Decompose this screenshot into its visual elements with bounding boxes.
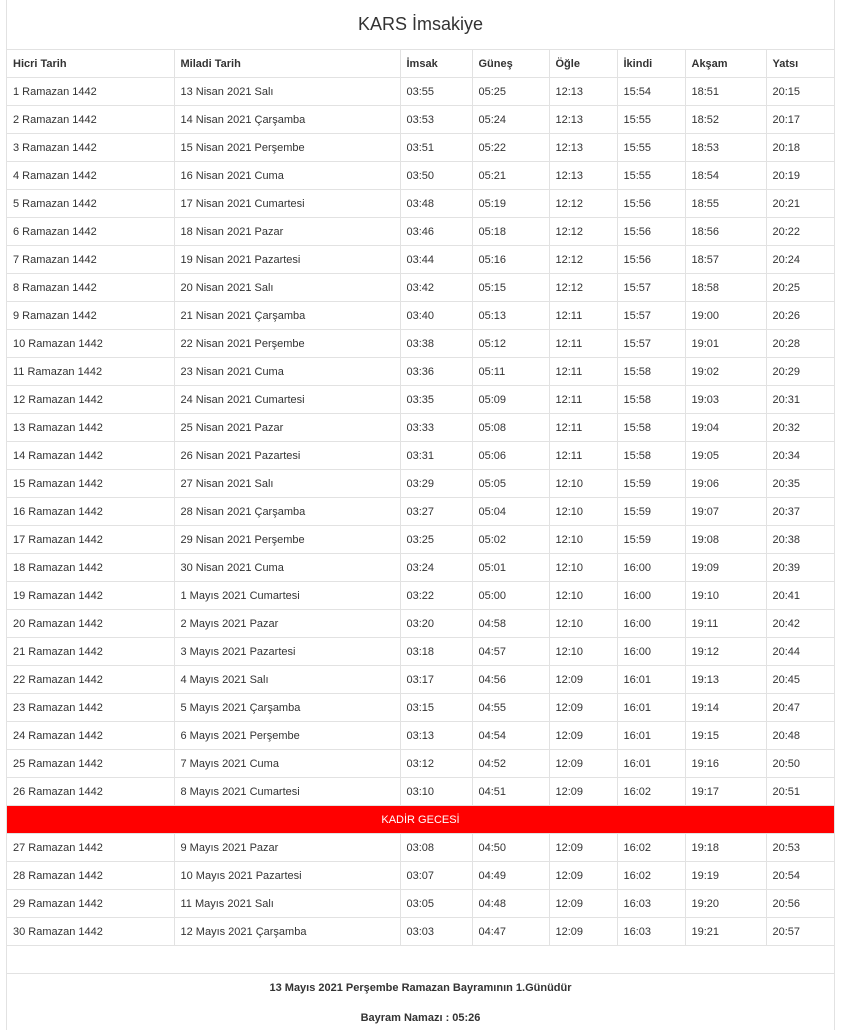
miladi-date-cell: 5 Mayıs 2021 Çarşamba [174, 694, 400, 722]
imsak-cell: 03:22 [400, 582, 472, 610]
table-row [7, 106, 834, 134]
imsak-cell: 03:35 [400, 386, 472, 414]
imsak-cell: 03:08 [400, 834, 472, 862]
miladi-date-cell: 7 Mayıs 2021 Cuma [174, 750, 400, 778]
ogle-cell: 12:09 [549, 666, 617, 694]
imsak-cell: 03:27 [400, 498, 472, 526]
aksam-cell: 18:52 [685, 106, 766, 134]
hicri-date-cell: 8 Ramazan 1442 [7, 274, 174, 302]
ogle-cell: 12:09 [549, 862, 617, 890]
ogle-cell: 12:10 [549, 526, 617, 554]
gunes-cell: 04:51 [472, 778, 549, 806]
miladi-date-cell: 16 Nisan 2021 Cuma [174, 162, 400, 190]
table-row [7, 638, 834, 666]
imsak-cell: 03:51 [400, 134, 472, 162]
ogle-cell: 12:10 [549, 554, 617, 582]
yatsi-cell: 20:45 [766, 666, 834, 694]
aksam-cell: 19:00 [685, 302, 766, 330]
yatsi-cell: 20:53 [766, 834, 834, 862]
miladi-date-cell: 24 Nisan 2021 Cumartesi [174, 386, 400, 414]
gunes-cell: 05:22 [472, 134, 549, 162]
hicri-date-cell: 26 Ramazan 1442 [7, 778, 174, 806]
imsak-cell: 03:33 [400, 414, 472, 442]
ikindi-cell: 16:03 [617, 890, 685, 918]
hicri-date-cell: 1 Ramazan 1442 [7, 78, 174, 106]
miladi-date-cell: 1 Mayıs 2021 Cumartesi [174, 582, 400, 610]
hicri-date-cell: 12 Ramazan 1442 [7, 386, 174, 414]
hicri-date-cell: 22 Ramazan 1442 [7, 666, 174, 694]
imsak-cell: 03:10 [400, 778, 472, 806]
column-header-ogle: Öğle [549, 50, 617, 78]
aksam-cell: 19:18 [685, 834, 766, 862]
ikindi-cell: 15:57 [617, 302, 685, 330]
spacer-row [7, 946, 834, 974]
column-header-hicri: Hicri Tarih [7, 50, 174, 78]
hicri-date-cell: 27 Ramazan 1442 [7, 834, 174, 862]
ikindi-cell: 16:01 [617, 666, 685, 694]
aksam-cell: 19:05 [685, 442, 766, 470]
table-row [7, 722, 834, 750]
hicri-date-cell: 15 Ramazan 1442 [7, 470, 174, 498]
table-row [7, 386, 834, 414]
ogle-cell: 12:13 [549, 78, 617, 106]
table-row [7, 190, 834, 218]
table-row [7, 582, 834, 610]
kadir-gecesi-row [7, 806, 834, 834]
kadir-gecesi-label: KADİR GECESİ [7, 806, 834, 834]
table-row [7, 78, 834, 106]
hicri-date-cell: 16 Ramazan 1442 [7, 498, 174, 526]
gunes-cell: 05:00 [472, 582, 549, 610]
gunes-cell: 05:01 [472, 554, 549, 582]
hicri-date-cell: 3 Ramazan 1442 [7, 134, 174, 162]
table-row [7, 302, 834, 330]
ikindi-cell: 16:02 [617, 862, 685, 890]
miladi-date-cell: 26 Nisan 2021 Pazartesi [174, 442, 400, 470]
yatsi-cell: 20:15 [766, 78, 834, 106]
ogle-cell: 12:12 [549, 274, 617, 302]
gunes-cell: 05:21 [472, 162, 549, 190]
ogle-cell: 12:09 [549, 750, 617, 778]
bayram-note: 13 Mayıs 2021 Perşembe Ramazan Bayramının 1.Günüdür [269, 982, 572, 994]
yatsi-cell: 20:39 [766, 554, 834, 582]
miladi-date-cell: 6 Mayıs 2021 Perşembe [174, 722, 400, 750]
yatsi-cell: 20:34 [766, 442, 834, 470]
aksam-cell: 19:06 [685, 470, 766, 498]
ogle-cell: 12:11 [549, 330, 617, 358]
ogle-cell: 12:13 [549, 162, 617, 190]
gunes-cell: 05:05 [472, 470, 549, 498]
miladi-date-cell: 11 Mayıs 2021 Salı [174, 890, 400, 918]
ikindi-cell: 15:58 [617, 386, 685, 414]
aksam-cell: 18:58 [685, 274, 766, 302]
gunes-cell: 04:54 [472, 722, 549, 750]
ikindi-cell: 15:54 [617, 78, 685, 106]
ikindi-cell: 15:55 [617, 162, 685, 190]
ikindi-cell: 16:00 [617, 638, 685, 666]
yatsi-cell: 20:54 [766, 862, 834, 890]
gunes-cell: 04:56 [472, 666, 549, 694]
ikindi-cell: 15:58 [617, 442, 685, 470]
hicri-date-cell: 18 Ramazan 1442 [7, 554, 174, 582]
ikindi-cell: 15:57 [617, 274, 685, 302]
ogle-cell: 12:09 [549, 834, 617, 862]
imsakiye-panel [6, 0, 835, 1030]
hicri-date-cell: 24 Ramazan 1442 [7, 722, 174, 750]
hicri-date-cell: 25 Ramazan 1442 [7, 750, 174, 778]
miladi-date-cell: 2 Mayıs 2021 Pazar [174, 610, 400, 638]
gunes-cell: 05:09 [472, 386, 549, 414]
yatsi-cell: 20:35 [766, 470, 834, 498]
aksam-cell: 19:15 [685, 722, 766, 750]
aksam-cell: 19:14 [685, 694, 766, 722]
yatsi-cell: 20:57 [766, 918, 834, 946]
yatsi-cell: 20:48 [766, 722, 834, 750]
yatsi-cell: 20:29 [766, 358, 834, 386]
hicri-date-cell: 6 Ramazan 1442 [7, 218, 174, 246]
aksam-cell: 18:54 [685, 162, 766, 190]
yatsi-cell: 20:44 [766, 638, 834, 666]
aksam-cell: 18:56 [685, 218, 766, 246]
gunes-cell: 05:04 [472, 498, 549, 526]
ogle-cell: 12:10 [549, 638, 617, 666]
aksam-cell: 19:04 [685, 414, 766, 442]
imsak-cell: 03:55 [400, 78, 472, 106]
ikindi-cell: 15:59 [617, 498, 685, 526]
miladi-date-cell: 27 Nisan 2021 Salı [174, 470, 400, 498]
imsak-cell: 03:13 [400, 722, 472, 750]
gunes-cell: 05:13 [472, 302, 549, 330]
gunes-cell: 05:11 [472, 358, 549, 386]
table-row [7, 162, 834, 190]
gunes-cell: 04:55 [472, 694, 549, 722]
table-row [7, 442, 834, 470]
ogle-cell: 12:13 [549, 134, 617, 162]
yatsi-cell: 20:22 [766, 218, 834, 246]
hicri-date-cell: 9 Ramazan 1442 [7, 302, 174, 330]
aksam-cell: 18:55 [685, 190, 766, 218]
hicri-date-cell: 7 Ramazan 1442 [7, 246, 174, 274]
imsak-cell: 03:48 [400, 190, 472, 218]
ikindi-cell: 16:00 [617, 582, 685, 610]
imsak-cell: 03:46 [400, 218, 472, 246]
ogle-cell: 12:10 [549, 610, 617, 638]
yatsi-cell: 20:31 [766, 386, 834, 414]
ikindi-cell: 15:59 [617, 470, 685, 498]
ogle-cell: 12:09 [549, 778, 617, 806]
hicri-date-cell: 29 Ramazan 1442 [7, 890, 174, 918]
ogle-cell: 12:09 [549, 722, 617, 750]
imsak-cell: 03:12 [400, 750, 472, 778]
yatsi-cell: 20:19 [766, 162, 834, 190]
ogle-cell: 12:11 [549, 358, 617, 386]
miladi-date-cell: 22 Nisan 2021 Perşembe [174, 330, 400, 358]
hicri-date-cell: 11 Ramazan 1442 [7, 358, 174, 386]
ikindi-cell: 15:55 [617, 134, 685, 162]
ikindi-cell: 15:58 [617, 414, 685, 442]
table-header-row [7, 50, 834, 78]
gunes-cell: 05:16 [472, 246, 549, 274]
table-row [7, 470, 834, 498]
ogle-cell: 12:11 [549, 386, 617, 414]
miladi-date-cell: 15 Nisan 2021 Perşembe [174, 134, 400, 162]
aksam-cell: 19:12 [685, 638, 766, 666]
table-row [7, 498, 834, 526]
column-header-miladi: Miladi Tarih [174, 50, 400, 78]
ikindi-cell: 16:01 [617, 750, 685, 778]
yatsi-cell: 20:42 [766, 610, 834, 638]
imsak-cell: 03:53 [400, 106, 472, 134]
gunes-cell: 05:02 [472, 526, 549, 554]
table-row [7, 218, 834, 246]
miladi-date-cell: 30 Nisan 2021 Cuma [174, 554, 400, 582]
column-header-ikindi: İkindi [617, 50, 685, 78]
table-body-before [7, 78, 834, 806]
table-row [7, 526, 834, 554]
miladi-date-cell: 29 Nisan 2021 Perşembe [174, 526, 400, 554]
imsak-cell: 03:31 [400, 442, 472, 470]
aksam-cell: 19:09 [685, 554, 766, 582]
table-row [7, 694, 834, 722]
miladi-date-cell: 13 Nisan 2021 Salı [174, 78, 400, 106]
gunes-cell: 05:18 [472, 218, 549, 246]
gunes-cell: 04:47 [472, 918, 549, 946]
hicri-date-cell: 14 Ramazan 1442 [7, 442, 174, 470]
aksam-cell: 19:01 [685, 330, 766, 358]
table-body-after [7, 834, 834, 946]
column-header-gunes: Güneş [472, 50, 549, 78]
ogle-cell: 12:10 [549, 470, 617, 498]
yatsi-cell: 20:21 [766, 190, 834, 218]
aksam-cell: 19:02 [685, 358, 766, 386]
aksam-cell: 18:53 [685, 134, 766, 162]
column-header-yatsi: Yatsı [766, 50, 834, 78]
table-row [7, 890, 834, 918]
gunes-cell: 04:58 [472, 610, 549, 638]
hicri-date-cell: 10 Ramazan 1442 [7, 330, 174, 358]
ikindi-cell: 16:02 [617, 778, 685, 806]
ogle-cell: 12:10 [549, 582, 617, 610]
hicri-date-cell: 28 Ramazan 1442 [7, 862, 174, 890]
ikindi-cell: 15:56 [617, 246, 685, 274]
aksam-cell: 19:20 [685, 890, 766, 918]
yatsi-cell: 20:38 [766, 526, 834, 554]
miladi-date-cell: 19 Nisan 2021 Pazartesi [174, 246, 400, 274]
aksam-cell: 19:07 [685, 498, 766, 526]
yatsi-cell: 20:41 [766, 582, 834, 610]
ikindi-cell: 15:57 [617, 330, 685, 358]
aksam-cell: 19:03 [685, 386, 766, 414]
hicri-date-cell: 17 Ramazan 1442 [7, 526, 174, 554]
imsak-cell: 03:42 [400, 274, 472, 302]
table-row [7, 554, 834, 582]
imsak-cell: 03:25 [400, 526, 472, 554]
aksam-cell: 19:16 [685, 750, 766, 778]
imsak-cell: 03:44 [400, 246, 472, 274]
table-row [7, 274, 834, 302]
miladi-date-cell: 17 Nisan 2021 Cumartesi [174, 190, 400, 218]
imsak-cell: 03:20 [400, 610, 472, 638]
imsak-cell: 03:36 [400, 358, 472, 386]
aksam-cell: 19:21 [685, 918, 766, 946]
gunes-cell: 04:50 [472, 834, 549, 862]
table-row [7, 750, 834, 778]
aksam-cell: 18:51 [685, 78, 766, 106]
ikindi-cell: 16:01 [617, 722, 685, 750]
table-row [7, 358, 834, 386]
hicri-date-cell: 21 Ramazan 1442 [7, 638, 174, 666]
table-row [7, 862, 834, 890]
ikindi-cell: 16:03 [617, 918, 685, 946]
miladi-date-cell: 28 Nisan 2021 Çarşamba [174, 498, 400, 526]
miladi-date-cell: 3 Mayıs 2021 Pazartesi [174, 638, 400, 666]
imsak-cell: 03:07 [400, 862, 472, 890]
ogle-cell: 12:12 [549, 246, 617, 274]
table-row [7, 666, 834, 694]
ikindi-cell: 15:56 [617, 218, 685, 246]
hicri-date-cell: 2 Ramazan 1442 [7, 106, 174, 134]
imsakiye-table [7, 50, 834, 946]
aksam-cell: 18:57 [685, 246, 766, 274]
gunes-cell: 05:06 [472, 442, 549, 470]
ogle-cell: 12:09 [549, 918, 617, 946]
ogle-cell: 12:11 [549, 442, 617, 470]
yatsi-cell: 20:51 [766, 778, 834, 806]
ogle-cell: 12:09 [549, 890, 617, 918]
table-row [7, 246, 834, 274]
hicri-date-cell: 20 Ramazan 1442 [7, 610, 174, 638]
ogle-cell: 12:12 [549, 218, 617, 246]
ogle-cell: 12:09 [549, 694, 617, 722]
gunes-cell: 05:25 [472, 78, 549, 106]
yatsi-cell: 20:47 [766, 694, 834, 722]
gunes-cell: 04:52 [472, 750, 549, 778]
ikindi-cell: 15:56 [617, 190, 685, 218]
miladi-date-cell: 12 Mayıs 2021 Çarşamba [174, 918, 400, 946]
table-row [7, 134, 834, 162]
gunes-cell: 05:19 [472, 190, 549, 218]
hicri-date-cell: 19 Ramazan 1442 [7, 582, 174, 610]
ogle-cell: 12:11 [549, 414, 617, 442]
kadir-gecesi-section [7, 806, 834, 834]
ikindi-cell: 15:58 [617, 358, 685, 386]
column-header-aksam: Akşam [685, 50, 766, 78]
gunes-cell: 04:57 [472, 638, 549, 666]
imsak-cell: 03:50 [400, 162, 472, 190]
yatsi-cell: 20:28 [766, 330, 834, 358]
table-row [7, 610, 834, 638]
hicri-date-cell: 23 Ramazan 1442 [7, 694, 174, 722]
imsak-cell: 03:15 [400, 694, 472, 722]
imsak-cell: 03:17 [400, 666, 472, 694]
yatsi-cell: 20:32 [766, 414, 834, 442]
yatsi-cell: 20:24 [766, 246, 834, 274]
miladi-date-cell: 18 Nisan 2021 Pazar [174, 218, 400, 246]
ikindi-cell: 15:59 [617, 526, 685, 554]
aksam-cell: 19:08 [685, 526, 766, 554]
column-header-imsak: İmsak [400, 50, 472, 78]
page-title: KARS İmsakiye [7, 0, 834, 50]
miladi-date-cell: 20 Nisan 2021 Salı [174, 274, 400, 302]
gunes-cell: 05:15 [472, 274, 549, 302]
gunes-cell: 05:24 [472, 106, 549, 134]
gunes-cell: 04:49 [472, 862, 549, 890]
table-row [7, 834, 834, 862]
ogle-cell: 12:11 [549, 302, 617, 330]
ikindi-cell: 16:00 [617, 610, 685, 638]
table-row [7, 778, 834, 806]
miladi-date-cell: 21 Nisan 2021 Çarşamba [174, 302, 400, 330]
ogle-cell: 12:13 [549, 106, 617, 134]
gunes-cell: 04:48 [472, 890, 549, 918]
aksam-cell: 19:11 [685, 610, 766, 638]
imsak-cell: 03:24 [400, 554, 472, 582]
yatsi-cell: 20:37 [766, 498, 834, 526]
aksam-cell: 19:19 [685, 862, 766, 890]
hicri-date-cell: 5 Ramazan 1442 [7, 190, 174, 218]
yatsi-cell: 20:56 [766, 890, 834, 918]
hicri-date-cell: 4 Ramazan 1442 [7, 162, 174, 190]
gunes-cell: 05:08 [472, 414, 549, 442]
yatsi-cell: 20:50 [766, 750, 834, 778]
imsak-cell: 03:03 [400, 918, 472, 946]
imsak-cell: 03:18 [400, 638, 472, 666]
yatsi-cell: 20:26 [766, 302, 834, 330]
miladi-date-cell: 25 Nisan 2021 Pazar [174, 414, 400, 442]
ikindi-cell: 16:01 [617, 694, 685, 722]
gunes-cell: 05:12 [472, 330, 549, 358]
ikindi-cell: 16:00 [617, 554, 685, 582]
yatsi-cell: 20:25 [766, 274, 834, 302]
miladi-date-cell: 14 Nisan 2021 Çarşamba [174, 106, 400, 134]
table-row [7, 414, 834, 442]
table-row [7, 918, 834, 946]
ikindi-cell: 16:02 [617, 834, 685, 862]
imsak-cell: 03:38 [400, 330, 472, 358]
yatsi-cell: 20:18 [766, 134, 834, 162]
bayram-namazi: Bayram Namazı : 05:26 [360, 1012, 481, 1024]
miladi-date-cell: 23 Nisan 2021 Cuma [174, 358, 400, 386]
hicri-date-cell: 13 Ramazan 1442 [7, 414, 174, 442]
aksam-cell: 19:13 [685, 666, 766, 694]
yatsi-cell: 20:17 [766, 106, 834, 134]
miladi-date-cell: 10 Mayıs 2021 Pazartesi [174, 862, 400, 890]
miladi-date-cell: 4 Mayıs 2021 Salı [174, 666, 400, 694]
hicri-date-cell: 30 Ramazan 1442 [7, 918, 174, 946]
imsak-cell: 03:40 [400, 302, 472, 330]
table-row [7, 330, 834, 358]
ogle-cell: 12:12 [549, 190, 617, 218]
miladi-date-cell: 9 Mayıs 2021 Pazar [174, 834, 400, 862]
imsak-cell: 03:29 [400, 470, 472, 498]
aksam-cell: 19:10 [685, 582, 766, 610]
imsak-cell: 03:05 [400, 890, 472, 918]
ogle-cell: 12:10 [549, 498, 617, 526]
ikindi-cell: 15:55 [617, 106, 685, 134]
miladi-date-cell: 8 Mayıs 2021 Cumartesi [174, 778, 400, 806]
aksam-cell: 19:17 [685, 778, 766, 806]
